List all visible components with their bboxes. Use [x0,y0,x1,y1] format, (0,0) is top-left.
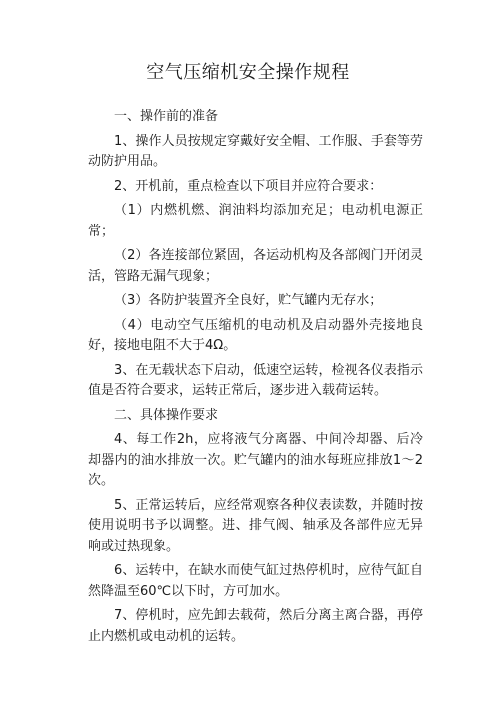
document-title: 空气压缩机安全操作规程 [146,62,350,83]
paragraph-2: 2、开机前，重点检查以下项目并应符合要求： [114,178,383,194]
paragraph-5: 5、正常运转后，应经常观察各种仪表读数，并随时按使用说明书予以调整。进、排气阀、轴承及各部件应无异响或过热现象。 [88,497,423,554]
paragraph-2-item-4: （4）电动空气压缩机的电动机及启动器外壳接地良好，接地电阻不大于4Ω。 [88,317,423,353]
paragraph-4: 4、每工作2h，应将液气分离器、中间冷却器、后冷却器内的油水排放一次。贮气罐内的油水每班应排放1～2次。 [88,432,423,488]
paragraph-7: 7、停机时，应先卸去载荷，然后分离主离合器，再停止内燃机或电动机的运转。 [88,608,423,644]
paragraph-6: 6、运转中，在缺水而使气缸过热停机时，应待气缸自然降温至60℃以下时，方可加水。 [88,563,423,599]
paragraph-3: 3、在无载状态下启动，低速空运转，检视各仪表指示值是否符合要求，运转正常后，逐步进入载荷运转。 [88,362,423,398]
document-body [88,107,423,651]
section-heading-preparation: 一、操作前的准备 [114,109,219,124]
paragraph-1: 1、操作人员按规定穿戴好安全帽、工作服、手套等劳动防护用品。 [88,133,423,169]
section-heading-operation: 二、具体操作要求 [114,407,219,423]
paragraph-2-item-1: （1）内燃机燃、润油料均添加充足；电动机电源正常； [88,203,423,239]
paragraph-2-item-2: （2）各连接部位紧固，各运动机构及各部阀门开闭灵活，管路无漏气现象； [88,248,423,284]
paragraph-2-item-3: （3）各防护装置齐全良好，贮气罐内无存水； [114,293,383,308]
